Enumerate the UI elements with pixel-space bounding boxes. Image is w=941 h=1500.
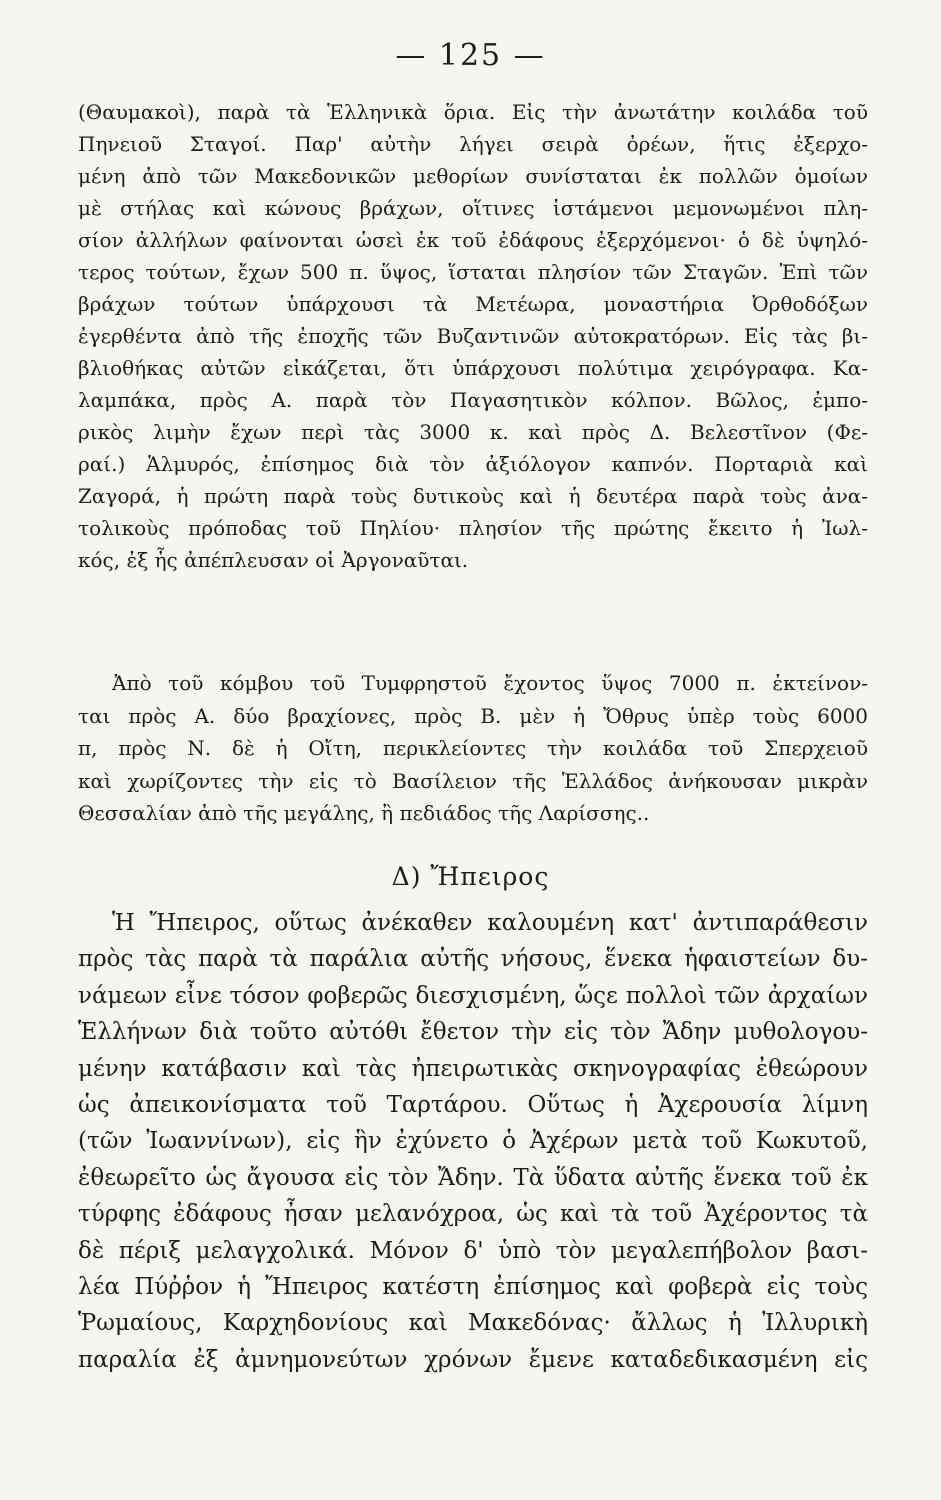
text-line: π, πρὸς Ν. δὲ ἡ Οἴτη, περικλείοντες τὴν κοιλάδα τοῦ Σπερχειοῦ xyxy=(78,736,868,760)
text-line: λέα Πύῤῥον ἡ Ἤπειρος κατέστη ἐπίσημος καὶ φοβερὰ εἰς τοὺς xyxy=(78,1274,868,1301)
text-line: λαμπάκα, πρὸς Α. παρὰ τὸν Παγασητικὸν κόλπον. Βῶλος, ἐμπο- xyxy=(78,388,868,412)
text-line: ται πρὸς Α. δύο βραχίονες, πρὸς Β. μὲν ἡ Ὄθρυς ὑπὲρ τοὺς 6000 xyxy=(78,703,868,728)
text-line: τύρφης ἐδάφους ἦσαν μελανόχροα, ὡς καὶ τὰ τοῦ Ἀχέροντος τὰ xyxy=(78,1201,868,1228)
section-heading: Δ) Ἤπειρος xyxy=(391,862,550,891)
text-line: παραλία ἐξ ἀμνημονεύτων χρόνων ἔμενε καταδεδικασμένη εἰς xyxy=(78,1346,868,1373)
text-line: μένην κατάβασιν καὶ τὰς ἠπειρωτικὰς σκηνογραφίας ἐθεώρουν xyxy=(78,1055,868,1082)
text-line: ἐγερθέντα ἀπὸ τῆς ἐποχῆς τῶν Βυζαντινῶν αὐτοκρατόρων. Εἰς τὰς βι- xyxy=(78,324,868,348)
text-line: τερος τούτων, ἔχων 500 π. ὕψος, ἵσταται πλησίον τῶν Σταγῶν. Ἐπὶ τῶν xyxy=(78,260,868,284)
text-line: ρικὸς λιμὴν ἔχων περὶ τὰς 3000 κ. καὶ πρὸς Δ. Βελεστῖνον (Φε- xyxy=(78,420,868,444)
text-line: τολικοὺς πρόποδας τοῦ Πηλίου· πλησίον τῆς πρώτης ἔκειτο ἡ Ἰωλ- xyxy=(78,516,868,540)
text-line: Πηνειοῦ Σταγοί. Παρ' αὐτὴν λήγει σειρὰ ὀρέων, ἥτις ἐξερχο- xyxy=(78,132,868,156)
text-line: σίον ἀλλήλων φαίνονται ὡσεὶ ἐκ τοῦ ἐδάφους ἐξερχόμενοι· ὁ δὲ ὑψηλό- xyxy=(78,228,868,252)
text-line: κός, ἐξ ἧς ἀπέπλευσαν οἱ Ἀργοναῦται. xyxy=(78,548,469,572)
text-line: ραί.) Ἁλμυρός, ἐπίσημος διὰ τὸν ἀξιόλογον καπνόν. Πορταριὰ καὶ xyxy=(78,452,868,476)
text-line: Ἑλλήνων διὰ τοῦτο αὐτόθι ἔθετον τὴν εἰς τὸν Ἄδην μυθολογου- xyxy=(78,1019,868,1046)
text-line: Θεσσαλίαν ἀπὸ τῆς μεγάλης, ἢ πεδιάδος τῆς Λαρίσσης.. xyxy=(78,801,650,825)
text-line: καὶ χωρίζοντες τὴν εἰς τὸ Βασίλειον τῆς Ἑλλάδος ἀνήκουσαν μικρὰν xyxy=(78,768,868,793)
text-line: (τῶν Ἰωαννίνων), εἰς ἣν ἐχύνετο ὁ Ἀχέρων μετὰ τοῦ Κωκυτοῦ, xyxy=(78,1128,868,1155)
text-line: Ζαγορά, ἡ πρώτη παρὰ τοὺς δυτικοὺς καὶ ἡ δευτέρα παρὰ τοὺς ἀνα- xyxy=(78,484,868,508)
text-line: πρὸς τὰς παρὰ τὰ παράλια αὐτῆς νήσους, ἕνεκα ἡφαιστείων δυ- xyxy=(78,946,868,973)
text-line: δὲ πέριξ μελαγχολικά. Μόνον δ' ὑπὸ τὸν μεγαλεπήβολον βασι- xyxy=(78,1237,868,1264)
text-line: Ἀπὸ τοῦ κόμβου τοῦ Τυμφρηστοῦ ἔχοντος ὕψος 7000 π. ἐκτείνον- xyxy=(112,671,868,695)
text-line: βλιοθήκας αὐτῶν εἰκάζεται, ὅτι ὑπάρχουσι πολύτιμα χειρόγραφα. Κα- xyxy=(78,356,868,380)
text-line: Ἡ Ἤπειρος, οὕτως ἀνέκαθεν καλουμένη κατ' ἀντιπαράθεσιν xyxy=(112,910,868,936)
text-line: ἐθεωρεῖτο ὡς ἄγουσα εἰς τὸν Ἄδην. Τὰ ὕδατα αὐτῆς ἕνεκα τοῦ ἐκ xyxy=(78,1164,868,1191)
paragraph-tymfristos xyxy=(78,667,868,830)
text-line: μὲ στήλας καὶ κώνους βράχων, οἵτινες ἱστάμενοι μεμονωμένοι πλη- xyxy=(78,196,868,220)
paragraph-epirus xyxy=(78,905,868,1378)
page-number: — 125 — xyxy=(395,38,546,73)
text-line: βράχων τούτων ὑπάρχουσι τὰ Μετέωρα, μοναστήρια Ὀρθοδόξων xyxy=(78,292,868,316)
text-line: μένη ἀπὸ τῶν Μακεδονικῶν μεθορίων συνίσταται ἐκ πολλῶν ὁμοίων xyxy=(78,164,868,188)
paragraph-thessaly xyxy=(78,96,868,576)
text-line: (Θαυμακοὶ), παρὰ τὰ Ἑλληνικὰ ὅρια. Εἰς τὴν ἀνωτάτην κοιλάδα τοῦ xyxy=(78,100,868,124)
text-line: Ῥωμαίους, Καρχηδονίους καὶ Μακεδόνας· ἄλλως ἡ Ἰλλυρικὴ xyxy=(78,1310,868,1337)
text-line: ὡς ἀπεικονίσματα τοῦ Ταρτάρου. Οὕτως ἡ Ἀχερουσία λίμνη xyxy=(78,1092,868,1119)
text-line: νάμεων εἶνε τόσον φοβερῶς διεσχισμένη, ὥςε πολλοὶ τῶν ἀρχαίων xyxy=(78,982,868,1009)
